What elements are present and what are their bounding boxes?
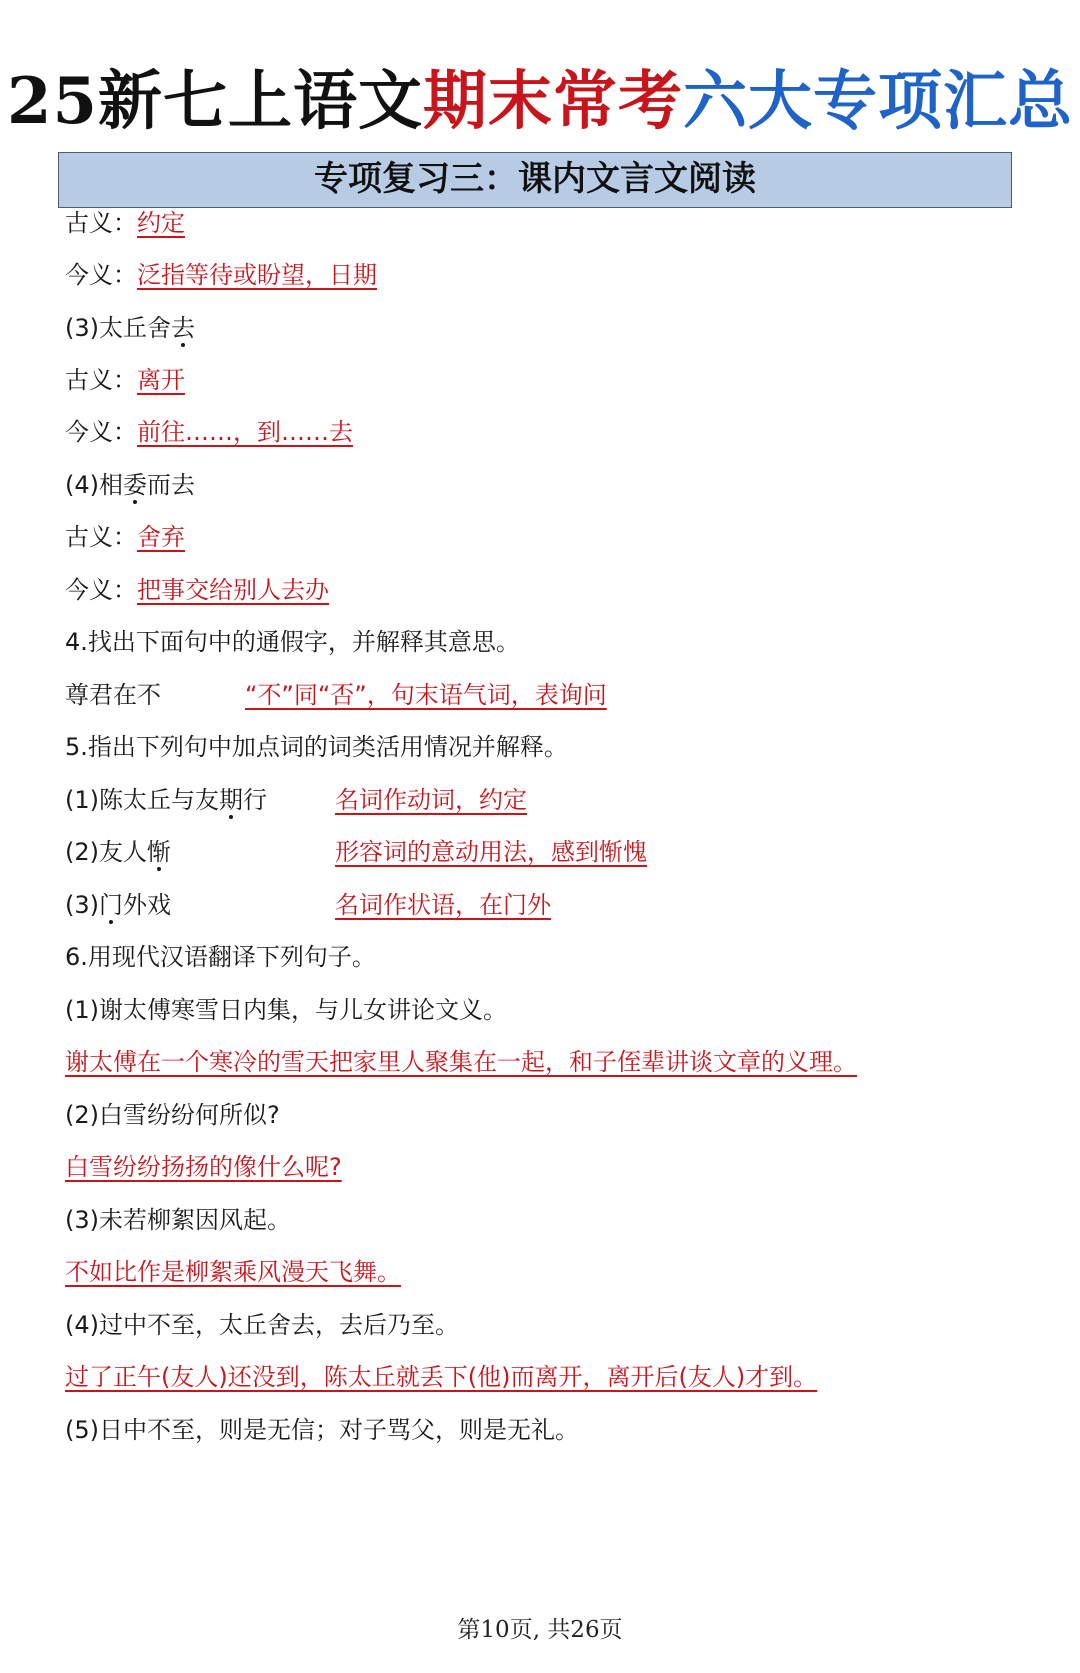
gloss-label: 古义： bbox=[65, 523, 137, 551]
answer-text: 过了正午(友人)还没到，陈太丘就丢下(他)而离开，离开后(友人)才到。 bbox=[65, 1363, 818, 1391]
question-text: (3)太丘舍 bbox=[65, 314, 171, 342]
question-heading: 4.找出下面句中的通假字，并解释其意思。 bbox=[65, 628, 520, 656]
gloss-ancient-line bbox=[65, 517, 185, 557]
question-item bbox=[65, 465, 195, 505]
question-item: (5)日中不至，则是无信；对子骂父，则是无礼。 bbox=[65, 1416, 579, 1444]
answer-text: 白雪纷纷扬扬的像什么呢? bbox=[65, 1153, 342, 1181]
question-text: 尊君在不 bbox=[65, 681, 161, 709]
question-item bbox=[65, 832, 171, 872]
answer-text: 离开 bbox=[137, 366, 185, 394]
question-text: 行 bbox=[243, 786, 267, 814]
question-item: (4)过中不至，太丘舍去，去后乃至。 bbox=[65, 1311, 459, 1339]
question-item bbox=[65, 885, 171, 925]
question-text: 而去 bbox=[147, 471, 195, 499]
question-item: (2)白雪纷纷何所似? bbox=[65, 1101, 280, 1129]
dotted-word: 去 bbox=[171, 308, 195, 348]
answer-text: 约定 bbox=[137, 209, 185, 237]
answer-text: 谢太傅在一个寒冷的雪天把家里人聚集在一起，和子侄辈讲谈文章的义理。 bbox=[65, 1048, 857, 1076]
answer-text: 名词作动词，约定 bbox=[335, 786, 527, 814]
question-heading: 5.指出下列句中加点词的词类活用情况并解释。 bbox=[65, 733, 568, 761]
gloss-ancient-line bbox=[65, 203, 185, 243]
answer-text: 前往……，到……去 bbox=[137, 418, 353, 446]
title-part-black: 25新七上语文 bbox=[6, 64, 424, 139]
gloss-label: 古义： bbox=[65, 366, 137, 394]
gloss-ancient-line bbox=[65, 360, 185, 400]
answer-text: 把事交给别人去办 bbox=[137, 576, 329, 604]
question-item: (3)未若柳絮因风起。 bbox=[65, 1206, 291, 1234]
gloss-label: 古义： bbox=[65, 209, 137, 237]
answer-text: 不如比作是柳絮乘风漫天飞舞。 bbox=[65, 1258, 401, 1286]
title-part-red: 期末常考 bbox=[423, 64, 684, 139]
gloss-modern-line bbox=[65, 255, 377, 295]
dotted-word: 门 bbox=[99, 885, 123, 925]
question-text: (4)相 bbox=[65, 471, 123, 499]
gloss-label: 今义： bbox=[65, 261, 137, 289]
dotted-word: 委 bbox=[123, 465, 147, 505]
page-title bbox=[0, 62, 1080, 142]
dotted-word: 惭 bbox=[147, 832, 171, 872]
answer-text: 名词作状语，在门外 bbox=[335, 891, 551, 919]
dotted-word: 期 bbox=[219, 780, 243, 820]
gloss-modern-line bbox=[65, 412, 353, 452]
question-text: (3) bbox=[65, 891, 99, 919]
gloss-modern-line bbox=[65, 570, 329, 610]
question-item bbox=[65, 780, 267, 820]
question-text: (1)陈太丘与友 bbox=[65, 786, 219, 814]
question-item: (1)谢太傅寒雪日内集，与儿女讲论文义。 bbox=[65, 996, 507, 1024]
question-text: (2)友人 bbox=[65, 838, 147, 866]
answer-text: 泛指等待或盼望，日期 bbox=[137, 261, 377, 289]
page-number: 第10页, 共26页 bbox=[457, 1617, 623, 1643]
title-part-blue: 六大专项汇总 bbox=[683, 64, 1074, 139]
answer-text: 舍弃 bbox=[137, 523, 185, 551]
gloss-label: 今义： bbox=[65, 418, 137, 446]
section-header: 专项复习三：课内文言文阅读 bbox=[58, 152, 1012, 208]
gloss-label: 今义： bbox=[65, 576, 137, 604]
question-heading: 6.用现代汉语翻译下列句子。 bbox=[65, 943, 376, 971]
question-text: 外戏 bbox=[123, 891, 171, 919]
answer-text: 形容词的意动用法，感到惭愧 bbox=[335, 838, 647, 866]
answer-text: “不”同“否”，句末语气词，表询问 bbox=[245, 681, 607, 709]
question-item bbox=[65, 675, 161, 715]
question-item bbox=[65, 308, 195, 348]
